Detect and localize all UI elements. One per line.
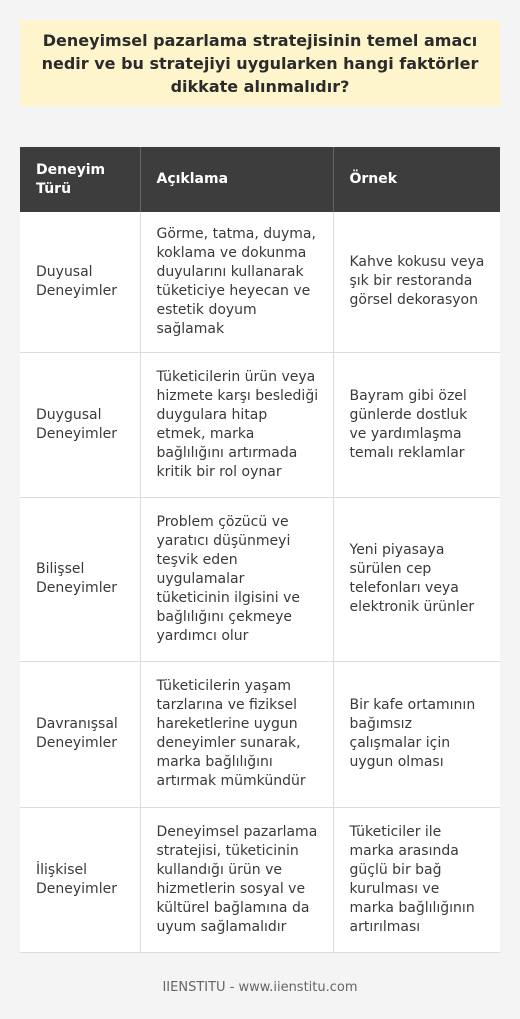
experience-type-cell: İlişkisel Deneyimler	[20, 807, 140, 952]
description-cell: Deneyimsel pazarlama stratejisi, tüketicinin kullandığı ürün ve hizmetlerin sosyal ve kültürel bağlamına da uyum sağlamalıdır	[140, 807, 333, 952]
table-row	[20, 807, 500, 952]
table-row	[20, 352, 500, 497]
example-cell: Bayram gibi özel günlerde dostluk ve yardımlaşma temalı reklamlar	[333, 352, 500, 497]
experience-type-cell: Davranışsal Deneyimler	[20, 661, 140, 807]
example-cell: Bir kafe ortamının bağımsız çalışmalar için uygun olması	[333, 661, 500, 807]
question-title: Deneyimsel pazarlama stratejisinin temel amacı nedir ve bu stratejiyi uygularken hangi faktörler dikkate alınmalıdır?	[20, 20, 500, 106]
experience-type-cell: Duyusal Deneyimler	[20, 212, 140, 352]
experience-type-cell: Duygusal Deneyimler	[20, 352, 140, 497]
example-cell: Kahve kokusu veya şık bir restoranda görsel dekorasyon	[333, 212, 500, 352]
table-header-row	[20, 147, 500, 212]
description-cell: Tüketicilerin ürün veya hizmete karşı beslediği duygulara hitap etmek, marka bağlılığını artırmada kritik bir rol oynar	[140, 352, 333, 497]
header-example: Örnek	[333, 147, 500, 212]
footer-credit: IIENSTITU - www.iienstitu.com	[162, 980, 358, 995]
table-row	[20, 212, 500, 352]
description-cell: Problem çözücü ve yaratıcı düşünmeyi teşvik eden uygulamalar tüketicinin ilgisini ve bağlılığını çekmeye yardımcı olur	[140, 497, 333, 661]
example-cell: Tüketiciler ile marka arasında güçlü bir bağ kurulması ve marka bağlılığının artırılması	[333, 807, 500, 952]
header-description: Açıklama	[140, 147, 333, 212]
description-cell: Tüketicilerin yaşam tarzlarına ve fiziksel hareketlerine uygun deneyimler sunarak, marka bağlılığını artırmak mümkündür	[140, 661, 333, 807]
table-row	[20, 661, 500, 807]
experience-type-cell: Bilişsel Deneyimler	[20, 497, 140, 661]
example-cell: Yeni piyasaya sürülen cep telefonları veya elektronik ürünler	[333, 497, 500, 661]
header-experience-type: Deneyim Türü	[20, 147, 140, 212]
experience-table	[20, 147, 500, 953]
description-cell: Görme, tatma, duyma, koklama ve dokunma duyularını kullanarak tüketiciye heyecan ve estetik doyum sağlamak	[140, 212, 333, 352]
table-row	[20, 497, 500, 661]
